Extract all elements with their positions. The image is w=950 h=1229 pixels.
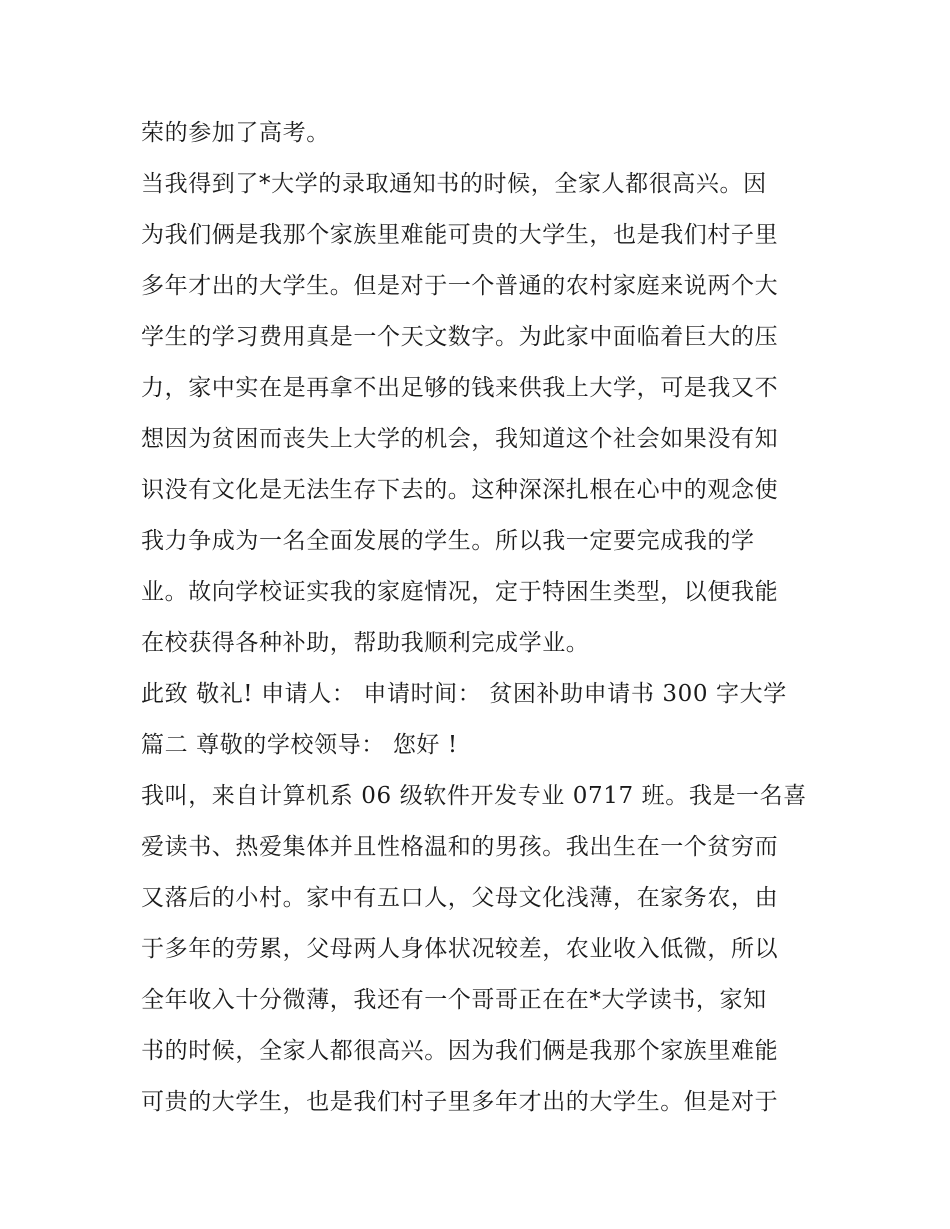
paragraph-line: 为我们俩是我那个家族里难能可贵的大学生，也是我们村子里 bbox=[141, 222, 779, 248]
paragraph-line: 学生的学习费用真是一个天文数字。为此家中面临着巨大的压 bbox=[141, 324, 779, 350]
paragraph-line: 荣的参加了高考。 bbox=[141, 120, 330, 146]
paragraph-line: 识没有文化是无法生存下去的。这种深深扎根在心中的观念使 bbox=[141, 477, 779, 503]
paragraph-line: 爱读书、热爱集体并且性格温和的男孩。我出生在一个贫穷而 bbox=[141, 834, 779, 860]
paragraph-line: 我力争成为一名全面发展的学生。所以我一定要完成我的学 bbox=[141, 528, 755, 554]
paragraph-line: 想因为贫困而丧失上大学的机会，我知道这个社会如果没有知 bbox=[141, 426, 779, 452]
section-heading-line: 篇二 尊敬的学校领导： 您好 ! bbox=[141, 732, 458, 758]
paragraph-line: 可贵的大学生，也是我们村子里多年才出的大学生。但是对于 bbox=[141, 1089, 779, 1115]
paragraph-line: 我叫，来自计算机系 06 级软件开发专业 0717 班。我是一名喜 bbox=[141, 783, 807, 809]
document-body bbox=[141, 108, 821, 1128]
paragraph-line: 当我得到了*大学的录取通知书的时候，全家人都很高兴。因 bbox=[141, 171, 767, 197]
paragraph-line: 多年才出的大学生。但是对于一个普通的农村家庭来说两个大 bbox=[141, 273, 779, 299]
paragraph-line: 在校获得各种补助，帮助我顺利完成学业。 bbox=[141, 630, 590, 656]
closing-line: 此致 敬礼! 申请人： 申请时间： 贫困补助申请书 300 字大学 bbox=[141, 681, 787, 707]
paragraph-line: 全年收入十分微薄，我还有一个哥哥正在在*大学读书，家知 bbox=[141, 987, 767, 1013]
paragraph-line: 书的时候，全家人都很高兴。因为我们俩是我那个家族里难能 bbox=[141, 1038, 779, 1064]
paragraph-line: 力，家中实在是再拿不出足够的钱来供我上大学，可是我又不 bbox=[141, 375, 779, 401]
paragraph-line: 于多年的劳累，父母两人身体状况较差，农业收入低微，所以 bbox=[141, 936, 779, 962]
paragraph-line: 又落后的小村。家中有五口人，父母文化浅薄，在家务农，由 bbox=[141, 885, 779, 911]
paragraph-line: 业。故向学校证实我的家庭情况，定于特困生类型，以便我能 bbox=[141, 579, 779, 605]
